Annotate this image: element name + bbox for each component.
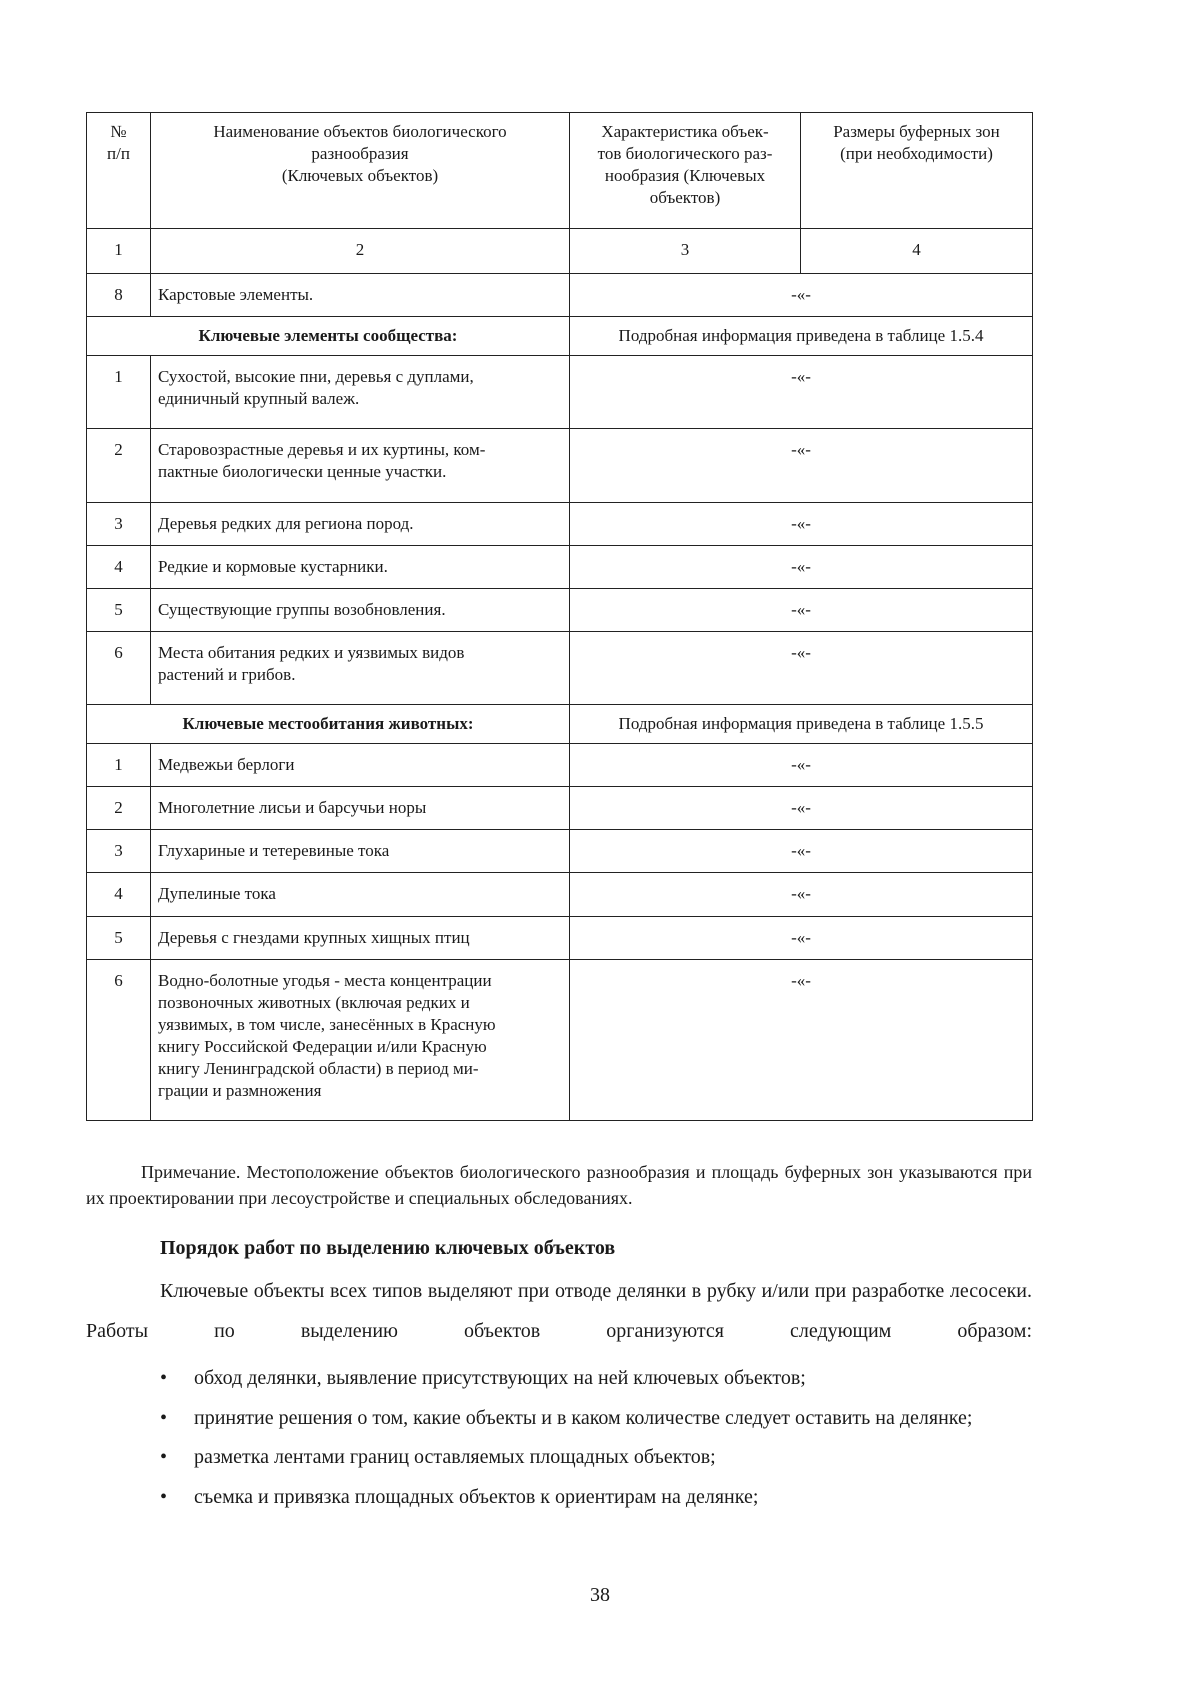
object-name: Существующие группы возобновления. — [151, 588, 570, 631]
row-number: 6 — [87, 959, 151, 1121]
body-paragraph: Ключевые объекты всех типов выделяют при отводе делянки в рубку и/или при разработке лесосеки. Работы по выделению объектов организуются следующим образом: — [86, 1280, 1032, 1342]
table-body — [87, 274, 1033, 1121]
bullet-marker: • — [160, 1485, 168, 1508]
row-number: 1 — [87, 744, 151, 787]
table-row — [87, 631, 1033, 704]
table-section-row — [87, 705, 1033, 744]
list-item — [86, 1399, 1032, 1439]
object-name: Дупелиные тока — [151, 873, 570, 916]
ditto-mark: -«- — [570, 429, 1033, 502]
ditto-mark: -«- — [570, 356, 1033, 429]
row-number: 4 — [87, 545, 151, 588]
index-cell: 1 — [87, 229, 151, 274]
object-name: Медвежьи берлоги — [151, 744, 570, 787]
ditto-mark: -«- — [570, 916, 1033, 959]
bullet-list — [86, 1359, 1032, 1517]
list-item — [86, 1359, 1032, 1399]
bullet-marker: • — [160, 1446, 168, 1469]
ditto-mark: -«- — [570, 830, 1033, 873]
header-object-name: Наименование объектов биологического разнообразия (Ключевых объектов) — [151, 113, 570, 229]
table-row — [87, 545, 1033, 588]
table-header-row — [87, 113, 1033, 229]
ditto-mark: -«- — [570, 787, 1033, 830]
object-name: Многолетние лисьи и барсучьи норы — [151, 787, 570, 830]
object-name: Сухостой, высокие пни, деревья с дуплами, единичный крупный валеж. — [151, 356, 570, 429]
list-item — [86, 1478, 1032, 1518]
object-name: Старовозрастные деревья и их куртины, ком- пактные биологически ценные участки. — [151, 429, 570, 502]
ditto-mark: -«- — [570, 631, 1033, 704]
table-row — [87, 502, 1033, 545]
section-heading: Порядок работ по выделению ключевых объектов — [160, 1237, 616, 1259]
table-row — [87, 787, 1033, 830]
row-number: 1 — [87, 356, 151, 429]
list-item-text: обход делянки, выявление присутствующих на ней ключевых объектов; — [194, 1367, 806, 1389]
table-row — [87, 830, 1033, 873]
list-item-text: разметка лентами границ оставляемых площадных объектов; — [194, 1446, 716, 1469]
row-number: 2 — [87, 787, 151, 830]
table-row — [87, 916, 1033, 959]
list-item-text: принятие решения о том, какие объекты и в каком количестве следует оставить на делянке; — [194, 1406, 973, 1429]
row-number: 8 — [87, 274, 151, 317]
row-number: 6 — [87, 631, 151, 704]
object-name: Водно-болотные угодья - места концентрации позвоночных животных (включая редких и уязвимых, в том числе, занесённых в Красную книгу Российской Федерации и/или Красную книгу Ленинградской области) в период ми- грации и размножения — [151, 959, 570, 1121]
ditto-mark: -«- — [570, 545, 1033, 588]
header-number: № п/п — [87, 113, 151, 229]
bullet-marker: • — [160, 1406, 168, 1429]
table-row — [87, 274, 1033, 317]
table-row — [87, 429, 1033, 502]
row-number: 5 — [87, 588, 151, 631]
ditto-mark: -«- — [570, 502, 1033, 545]
ditto-mark: -«- — [570, 274, 1033, 317]
section-reference: Подробная информация приведена в таблице 1.5.5 — [570, 705, 1033, 744]
biodiversity-table — [86, 112, 1033, 1121]
table-row — [87, 959, 1033, 1121]
section-title: Ключевые местообитания животных: — [87, 705, 570, 744]
index-cell: 3 — [570, 229, 801, 274]
section-reference: Подробная информация приведена в таблице 1.5.4 — [570, 317, 1033, 356]
row-number: 4 — [87, 873, 151, 916]
bullet-marker: • — [160, 1367, 168, 1389]
object-name: Места обитания редких и уязвимых видов растений и грибов. — [151, 631, 570, 704]
header-buffer-zones: Размеры буферных зон (при необходимости) — [801, 113, 1033, 229]
header-characteristics: Характеристика объек- тов биологического раз- нообразия (Ключевых объектов) — [570, 113, 801, 229]
ditto-mark: -«- — [570, 959, 1033, 1121]
object-name: Деревья с гнездами крупных хищных птиц — [151, 916, 570, 959]
row-number: 3 — [87, 502, 151, 545]
object-name: Карстовые элементы. — [151, 274, 570, 317]
table-row — [87, 744, 1033, 787]
table-row — [87, 588, 1033, 631]
row-number: 3 — [87, 830, 151, 873]
list-item-text: съемка и привязка площадных объектов к ориентирам на делянке; — [194, 1485, 759, 1508]
object-name: Деревья редких для региона пород. — [151, 502, 570, 545]
ditto-mark: -«- — [570, 873, 1033, 916]
row-number: 5 — [87, 916, 151, 959]
ditto-mark: -«- — [570, 744, 1033, 787]
table-row — [87, 356, 1033, 429]
table-section-row — [87, 317, 1033, 356]
object-name: Редкие и кормовые кустарники. — [151, 545, 570, 588]
table-index-row — [87, 229, 1033, 274]
index-cell: 4 — [801, 229, 1033, 274]
table-row — [87, 873, 1033, 916]
index-cell: 2 — [151, 229, 570, 274]
section-title: Ключевые элементы сообщества: — [87, 317, 570, 356]
list-item — [86, 1438, 1032, 1478]
row-number: 2 — [87, 429, 151, 502]
table-note: Примечание. Местоположение объектов биологического разнообразия и площадь буферных зон указываются при их проектировании при лесоустройстве и специальных обследованиях. — [86, 1162, 1032, 1208]
page-number: 38 — [590, 1584, 610, 1606]
object-name: Глухариные и тетеревиные тока — [151, 830, 570, 873]
ditto-mark: -«- — [570, 588, 1033, 631]
